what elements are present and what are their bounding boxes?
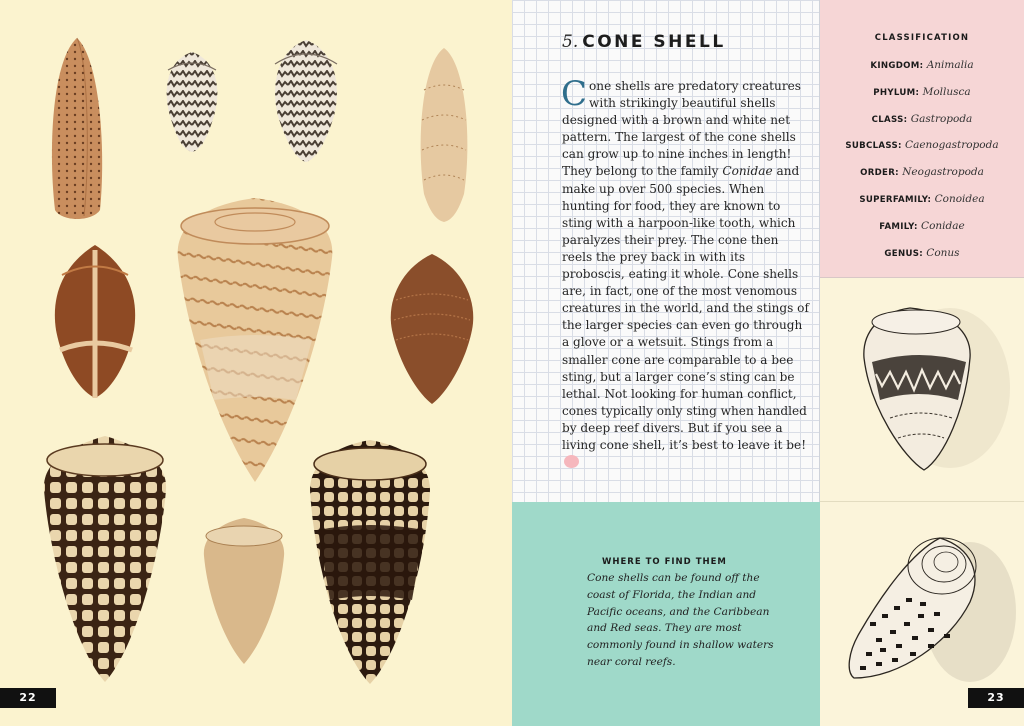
classification-value: Conus (926, 246, 960, 259)
classification-value: Conidae (921, 219, 965, 232)
shell-2 (167, 52, 218, 152)
pink-dot-decoration (564, 455, 579, 468)
article-body (561, 74, 810, 471)
drop-cap: C (561, 74, 588, 114)
classification-key: FAMILY: (879, 221, 918, 232)
article-body-text (561, 74, 809, 452)
classification-key: PHYLUM: (873, 87, 920, 98)
shell-1 (52, 38, 102, 219)
shell-10 (310, 440, 430, 684)
classification-title: CLASSIFICATION (874, 33, 970, 43)
classification-value: Conoidea (934, 192, 985, 205)
classification-row (820, 166, 1024, 193)
classification-key: KINGDOM: (870, 61, 924, 71)
where-to-find-text: Cone shells can be found off the coast of Florida, the Indian and Pacific oceans, and the Caribbean and Red seas. They are most commonly found in shallow waters near coral reefs. (587, 572, 774, 668)
classification-key: SUPERFAMILY: (859, 194, 932, 205)
page-number-left: 22 (0, 688, 56, 708)
classification-row (820, 113, 1024, 140)
shell-5 (55, 245, 135, 398)
classification-value: Gastropoda (910, 112, 973, 125)
shell-6 (178, 198, 333, 482)
classification-row (820, 247, 1024, 274)
where-to-find-panel (512, 502, 820, 726)
classification-list (820, 59, 1024, 273)
classification-key: CLASS: (871, 114, 908, 125)
article-column (512, 0, 820, 502)
article-title (562, 32, 726, 52)
shell-3 (275, 40, 337, 162)
classification-key: SUBCLASS: (845, 141, 902, 152)
shell-engraving-bottom (820, 502, 1024, 726)
article-heading: CONE SHELL (582, 32, 726, 52)
classification-row (820, 59, 1024, 86)
classification-row (820, 86, 1024, 113)
body-run: and make up over 500 species. When hunting for food, they are known to sting with a harpoon-like tooth, which paralyzes their prey. The cone then reels the prey back in with its proboscis, eating it whole. Cone shells are, in fact, one of the most venomous creatures in the world, and the stings of the larger species can even go through a glove or a wetsuit. Stings from a smaller cone are comparable to a bee sting, but a larger cone’s sting can be lethal. Not looking for human conflict, cones typically only sting when handled by deep reef divers. But if you see a living cone shell, it’s best to leave it be! (562, 164, 809, 452)
page-number-right: 23 (968, 688, 1024, 708)
classification-value: Caenogastropoda (905, 139, 999, 152)
shell-engraving-top (820, 278, 1024, 502)
where-to-find-title: WHERE TO FIND THEM (602, 557, 727, 567)
article-number: 5. (562, 32, 579, 52)
classification-value: Animalia (926, 59, 974, 71)
classification-key: GENUS: (884, 248, 923, 259)
shell-9 (204, 518, 284, 664)
textile-cone-engraving (820, 278, 1024, 502)
classification-value: Neogastropoda (902, 166, 984, 179)
italic-term: Conidae (722, 164, 773, 179)
shell-4 (421, 48, 468, 222)
shell-7 (391, 254, 473, 404)
classification-panel (820, 0, 1024, 278)
body-run: one shells are predatory creatures with strikingly beautiful shells designed with a brown and white net pattern. The largest of the cone shells can grow up to nine inches in length! They belong to the family (562, 79, 801, 179)
classification-row (820, 139, 1024, 166)
classification-row (820, 220, 1024, 247)
classification-value: Mollusca (922, 85, 971, 98)
classification-row (820, 193, 1024, 220)
classification-key: ORDER: (860, 168, 899, 179)
shell-8 (44, 436, 166, 682)
